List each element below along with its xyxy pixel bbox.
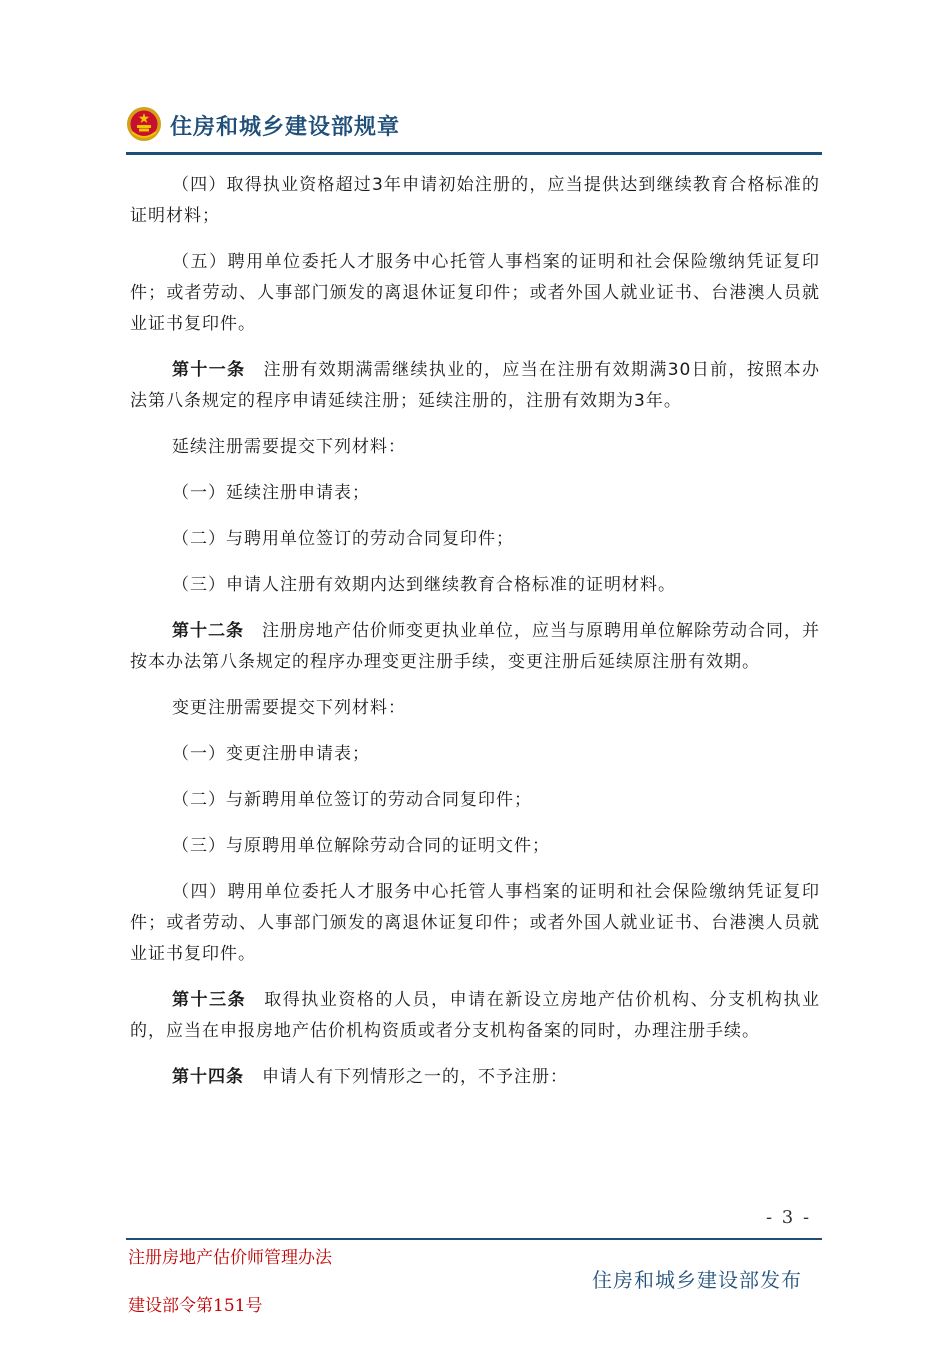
page-number: - 3 -	[766, 1207, 812, 1228]
paragraph	[130, 355, 820, 417]
paragraph-text: 注册房地产估价师变更执业单位，应当与原聘用单位解除劳动合同，并按本办法第八条规定的程序办理变更注册手续，变更注册后延续原注册有效期。	[130, 621, 820, 672]
paragraph	[130, 877, 820, 970]
paragraph-text: （一）变更注册申请表；	[172, 744, 370, 764]
page-header	[126, 104, 822, 156]
paragraph	[130, 1062, 820, 1093]
footer-doc-title: 注册房地产估价师管理办法	[128, 1248, 332, 1268]
paragraph	[130, 247, 820, 340]
paragraph	[130, 785, 820, 816]
paragraph	[130, 831, 820, 862]
paragraph-text: 变更注册需要提交下列材料：	[172, 698, 406, 718]
national-emblem-icon	[126, 106, 162, 142]
paragraph-text: （四）聘用单位委托人才服务中心托管人事档案的证明和社会保险缴纳凭证复印件；或者劳动、人事部门颁发的离退休证复印件；或者外国人就业证书、台港澳人员就业证书复印件。	[130, 882, 820, 964]
footer-doc-info	[128, 1248, 332, 1316]
article-number: 第十四条	[172, 1067, 244, 1087]
footer-publisher: 住房和城乡建设部发布	[592, 1268, 802, 1292]
paragraph	[130, 570, 820, 601]
footer-order-number: 建设部令第151号	[128, 1296, 263, 1316]
document-body	[130, 170, 820, 1108]
paragraph-text: （三）与原聘用单位解除劳动合同的证明文件；	[172, 836, 550, 856]
paragraph-text: （三）申请人注册有效期内达到继续教育合格标准的证明材料。	[172, 575, 676, 595]
article-number: 第十二条	[172, 621, 244, 641]
paragraph	[130, 693, 820, 724]
paragraph-text: （一）延续注册申请表；	[172, 483, 370, 503]
paragraph-text: （五）聘用单位委托人才服务中心托管人事档案的证明和社会保险缴纳凭证复印件；或者劳动、人事部门颁发的离退休证复印件；或者外国人就业证书、台港澳人员就业证书复印件。	[130, 252, 820, 334]
paragraph	[130, 739, 820, 770]
footer-divider	[126, 1238, 822, 1240]
header-title: 住房和城乡建设部规章	[170, 115, 401, 140]
paragraph-text: （二）与聘用单位签订的劳动合同复印件；	[172, 529, 514, 549]
article-number: 第十三条	[172, 990, 247, 1010]
paragraph	[130, 432, 820, 463]
paragraph	[130, 616, 820, 678]
paragraph-text: 延续注册需要提交下列材料：	[172, 437, 406, 457]
article-number: 第十一条	[172, 360, 246, 380]
paragraph-text: （二）与新聘用单位签订的劳动合同复印件；	[172, 790, 532, 810]
paragraph	[130, 170, 820, 232]
paragraph	[130, 985, 820, 1047]
paragraph	[130, 524, 820, 555]
paragraph-text: 申请人有下列情形之一的，不予注册：	[262, 1067, 568, 1087]
paragraph-text: 注册有效期满需继续执业的，应当在注册有效期满30日前，按照本办法第八条规定的程序申请延续注册；延续注册的，注册有效期为3年。	[130, 360, 820, 411]
header-divider	[126, 152, 822, 155]
paragraph-text: 取得执业资格的人员，申请在新设立房地产估价机构、分支机构执业的，应当在申报房地产估价机构资质或者分支机构备案的同时，办理注册手续。	[130, 990, 821, 1041]
paragraph-text: （四）取得执业资格超过3年申请初始注册的，应当提供达到继续教育合格标准的证明材料；	[130, 175, 820, 226]
paragraph	[130, 478, 820, 509]
